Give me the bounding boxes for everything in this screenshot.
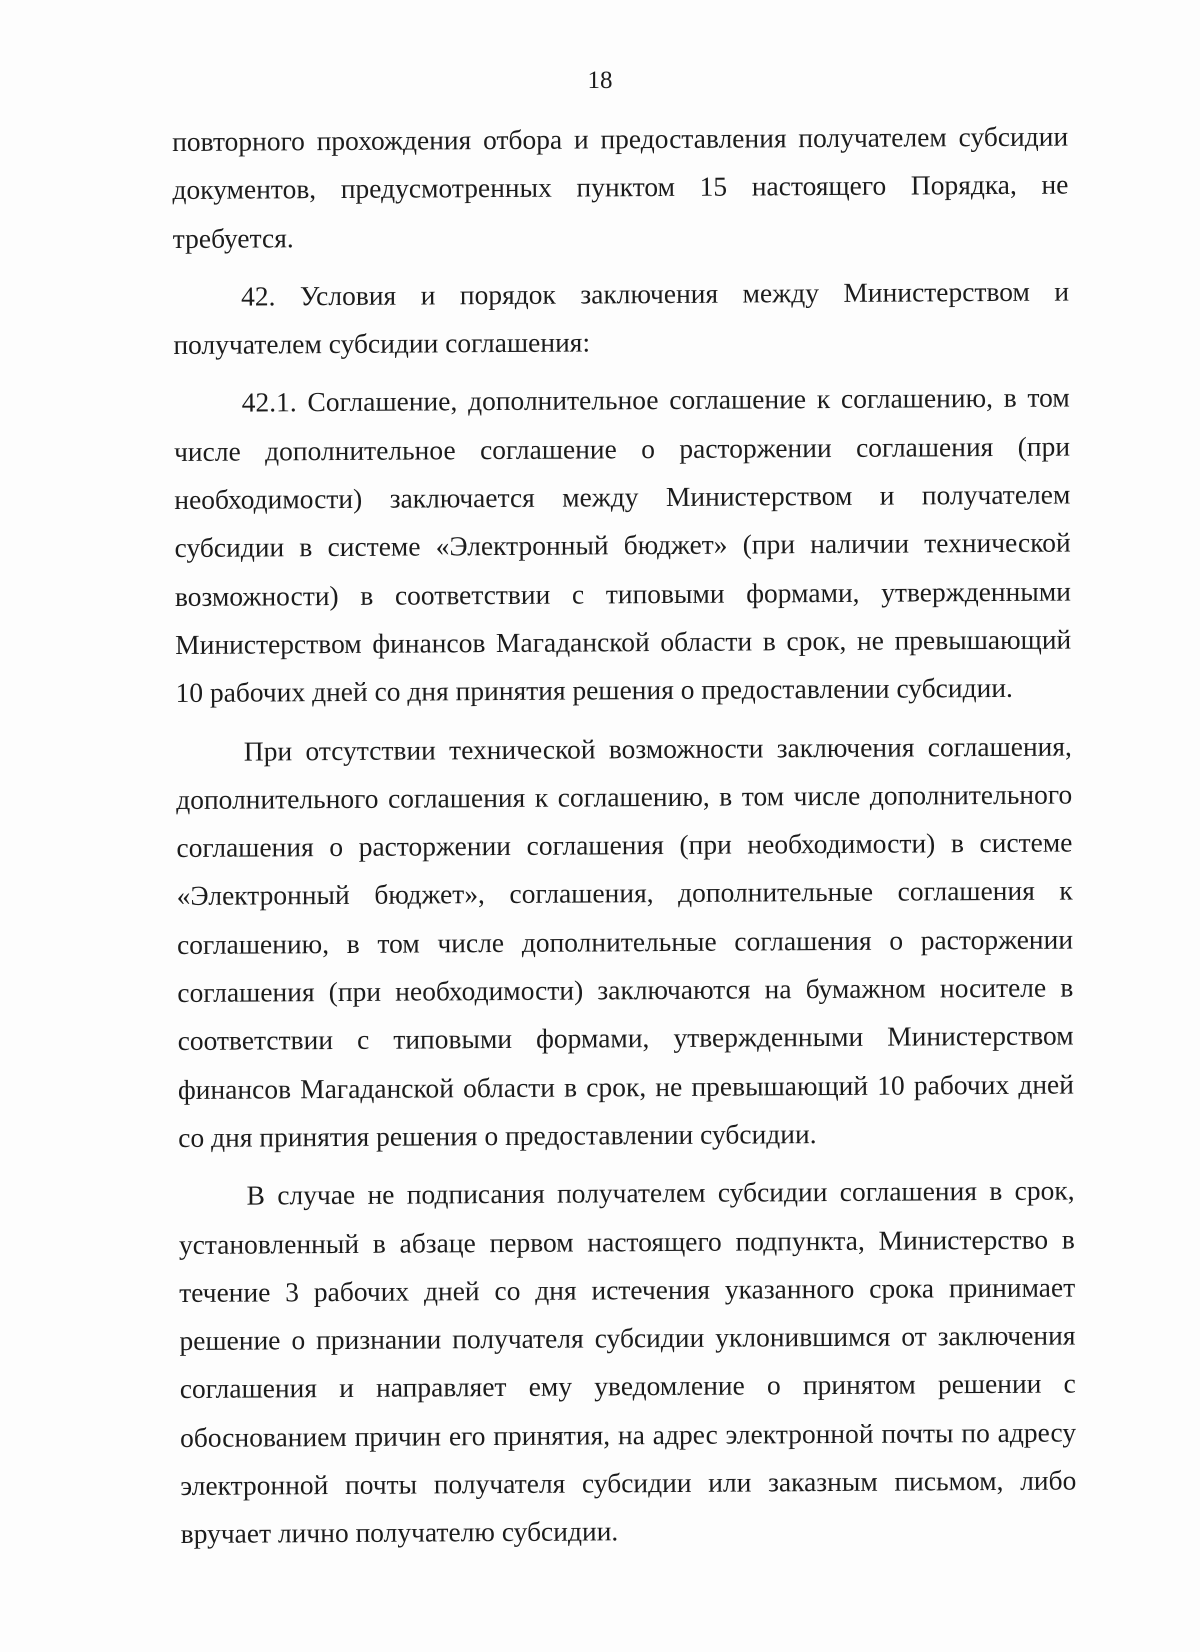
paragraph-clause-42-1: 42.1. Соглашение, дополнительное соглашение к соглашению, в том числе дополнительное соглашение о расторжении соглашения (при необходимости) заключается между Министерством и получателем субсидии в системе «Электронный бюджет» (при наличии технической возможности) в соответствии с типовыми формами, утвержденными Министерством финансов Магаданской области в срок, не превышающий 10 рабочих дней со дня принятия решения о предоставлении субсидии. (173, 382, 1072, 709)
paragraph-not-signed: В случае не подписания получателем субсидии соглашения в срок, установленный в абзаце первом настоящего подпункта, Министерство в течение 3 рабочих дней со дня истечения указанного срока принимает решение о признании получателя субсидии уклонившимся от заключения соглашения и направляет ему уведомление о принятом решении с обоснованием причин его принятия, на адрес электронной почты по адресу электронной почты получателя субсидии или заказным письмом, либо вручает лично получателю субсидии. (178, 1174, 1077, 1550)
document-body (172, 113, 1077, 1569)
paragraph-no-technical-possibility: При отсутствии технической возможности заключения соглашения, дополнительного соглашения к соглашению, в том числе дополнительного соглашения о расторжении соглашения (при необходимости) в системе «Электронный бюджет», соглашения, дополнительные соглашения к соглашению, в том числе дополнительные соглашения о расторжении соглашения (при необходимости) заключаются на бумажном носителе в соответствии с типовыми формами, утвержденными Министерством финансов Магаданской области в срок, не превышающий 10 рабочих дней со дня принятия решения о предоставлении субсидии. (176, 730, 1075, 1153)
paragraph-continuation: повторного прохождения отбора и предоставления получателем субсидии документов, предусмотренных пунктом 15 настоящего Порядка, не требуется. (172, 120, 1069, 254)
paragraph-clause-42: 42. Условия и порядок заключения между Министерством и получателем субсидии соглашения: (173, 275, 1070, 361)
page-number: 18 (587, 67, 613, 94)
